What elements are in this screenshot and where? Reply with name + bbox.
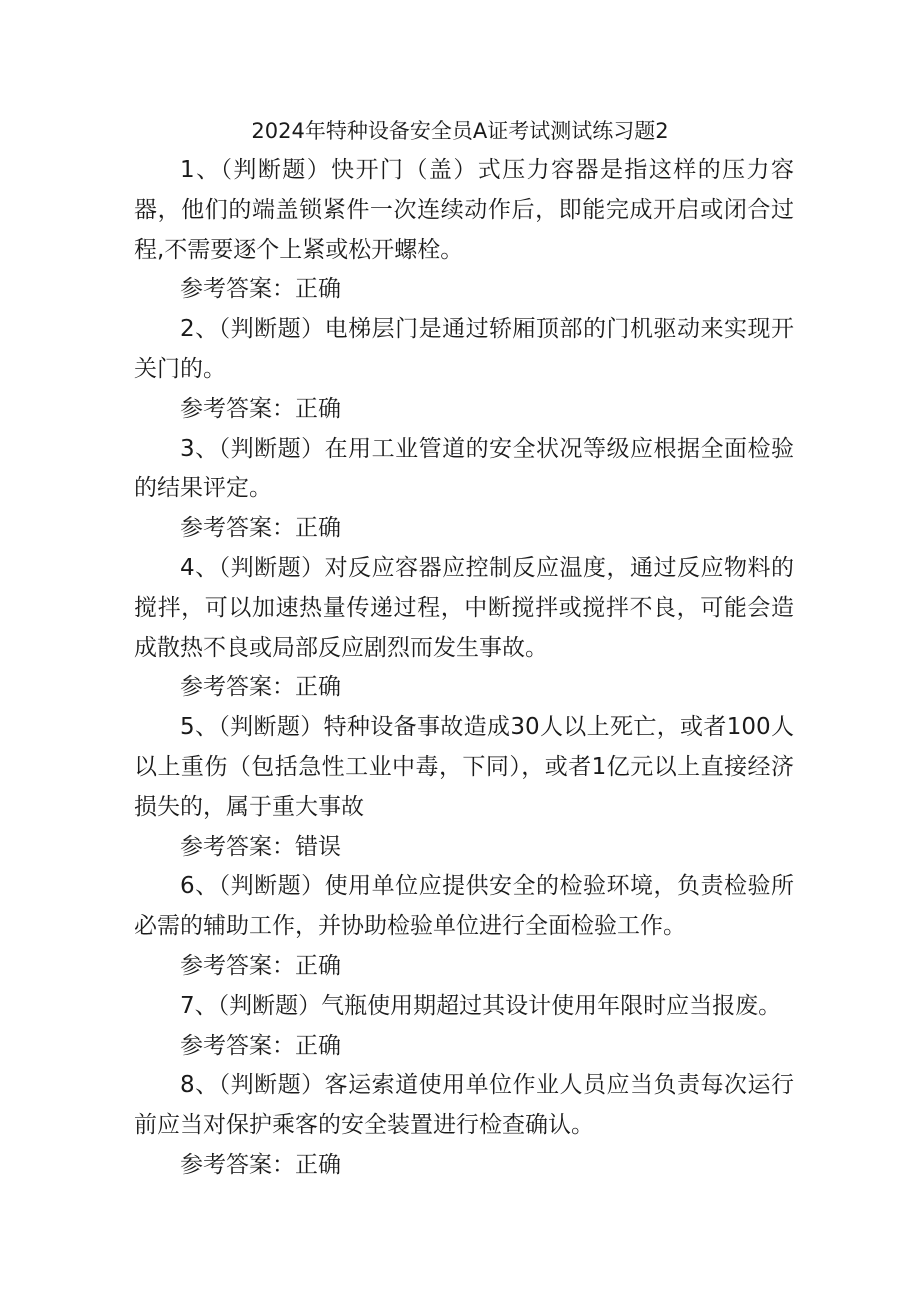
question-6: 6、（判断题）使用单位应提供安全的检验环境，负责检验所必需的辅助工作，并协助检验单位进行全面检验工作。 — [134, 873, 794, 940]
answer-2: 参考答案：正确 — [180, 395, 341, 422]
answer-4: 参考答案：正确 — [180, 674, 341, 701]
document-title: 2024年特种设备安全员A证考试测试练习题2 — [251, 119, 669, 143]
question-3: 3、（判断题）在用工业管道的安全状况等级应根据全面检验的结果评定。 — [134, 435, 794, 502]
question-5: 5、（判断题）特种设备事故造成30人以上死亡，或者100人以上重伤（包括急性工业中毒，下同），或者1亿元以上直接经济损失的，属于重大事故 — [134, 714, 794, 820]
answer-6: 参考答案：正确 — [180, 952, 341, 979]
answer-3: 参考答案：正确 — [180, 515, 341, 542]
answer-8: 参考答案：正确 — [180, 1151, 341, 1178]
question-1: 1、（判断题）快开门（盖）式压力容器是指这样的压力容器，他们的端盖锁紧件一次连续动作后，即能完成开启或闭合过程,不需要逐个上紧或松开螺栓。 — [134, 157, 794, 263]
question-8: 8、（判断题）客运索道使用单位作业人员应当负责每次运行前应当对保护乘客的安全装置进行检查确认。 — [134, 1072, 794, 1139]
question-7: 7、（判断题）气瓶使用期超过其设计使用年限时应当报废。 — [180, 992, 782, 1019]
question-4: 4、（判断题）对反应容器应控制反应温度，通过反应物料的搅拌，可以加速热量传递过程，中断搅拌或搅拌不良，可能会造成散热不良或局部反应剧烈而发生事故。 — [134, 554, 794, 661]
question-list — [134, 151, 794, 1186]
answer-1: 参考答案：正确 — [180, 276, 341, 303]
answer-7: 参考答案：正确 — [180, 1032, 341, 1059]
answer-5: 参考答案：错误 — [180, 833, 341, 860]
question-2: 2、（判断题）电梯层门是通过轿厢顶部的门机驱动来实现开关门的。 — [134, 316, 794, 382]
